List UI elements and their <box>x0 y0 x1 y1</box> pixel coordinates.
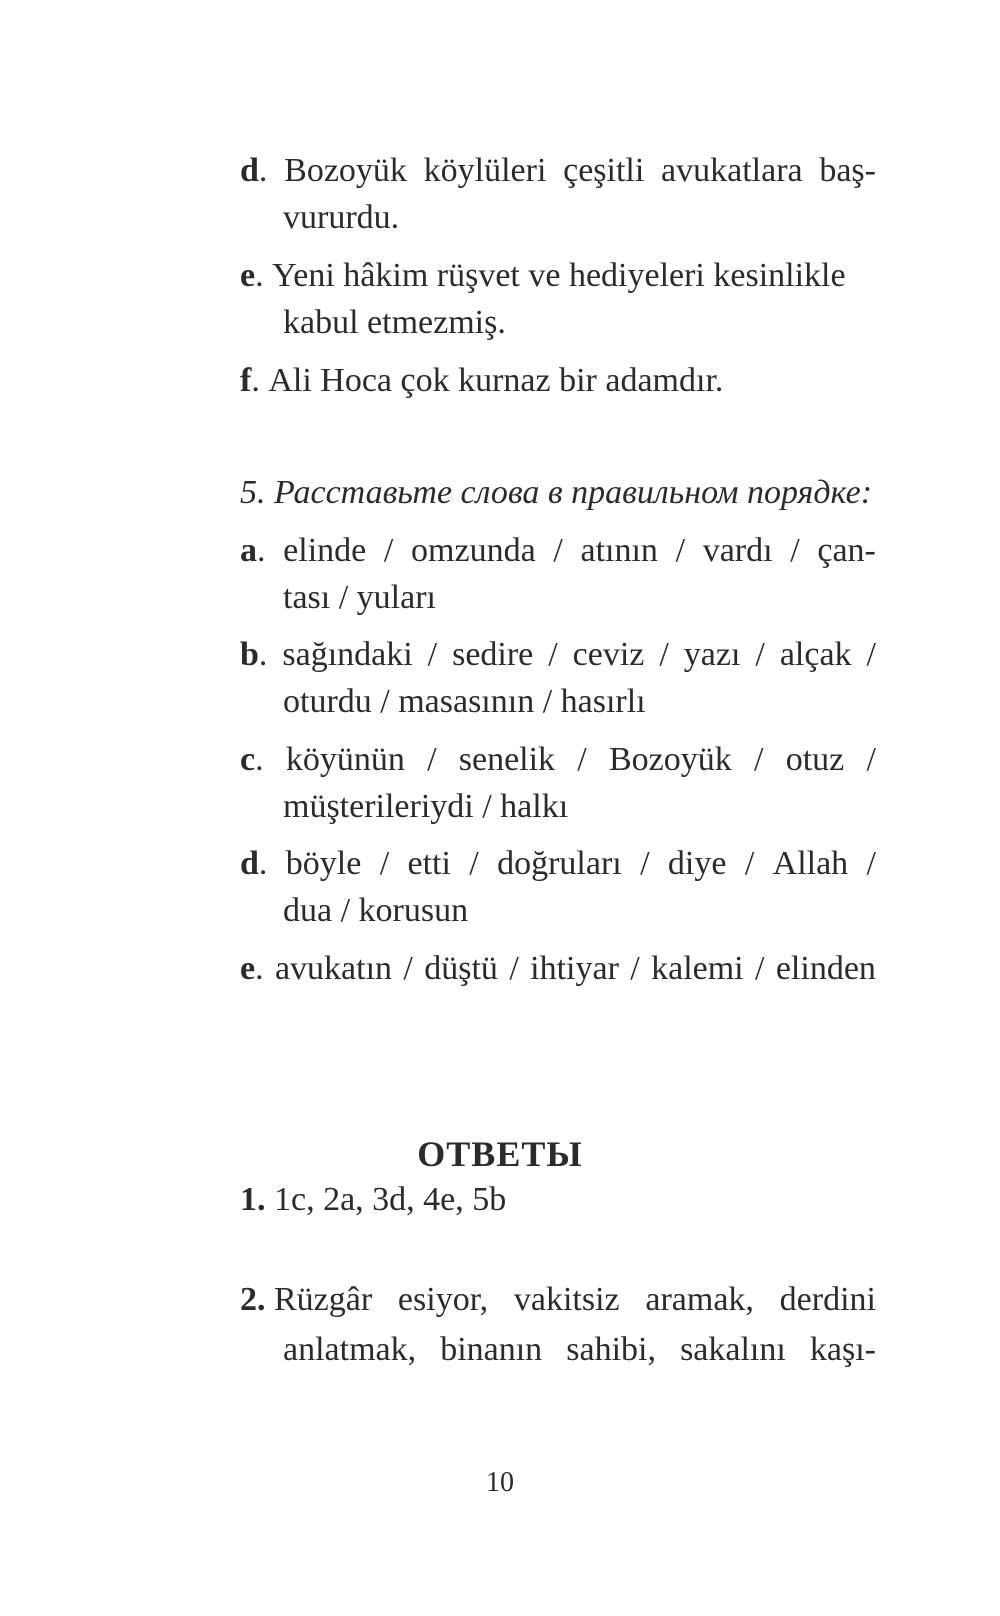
list-item-d: d. Bozoyük köylüleri çeşitli avukatlara baş- vururdu. <box>240 147 876 241</box>
item-label: e <box>240 257 256 294</box>
exercise-item-b: b. sağındaki / sedire / ceviz / yazı / alçak / oturdu / masasının / hasırlı <box>240 631 876 725</box>
list-item-e: e . Yeni hâkim rüşvet ve hediyeleri kesinlikle kabul etmezmiş. <box>240 252 876 346</box>
item-text: vururdu. <box>283 199 400 236</box>
item-label: f <box>240 362 252 399</box>
exercise-item-d: d. böyle / etti / doğruları / diye / Allah / dua / korusun <box>240 840 876 934</box>
item-word: köylüleri <box>423 152 547 189</box>
answer-number: 2. <box>240 1281 266 1318</box>
exercise-item-c: c. köyünün / senelik / Bozoyük / otuz / müşterileriydi / halkı <box>240 736 876 830</box>
item-label: e <box>240 950 256 987</box>
item-text: müşterileriydi / halkı <box>283 788 569 825</box>
answer-number: 1. <box>240 1181 266 1218</box>
answer-1 <box>240 1175 876 1225</box>
answers-title: ОТВЕТЫ <box>417 1134 583 1174</box>
item-text: oturdu / masasının / hasırlı <box>283 683 646 720</box>
item-text: tası / yuları <box>283 579 436 616</box>
exercise-item-a: a. elinde / omzunda / atının / vardı / çan- tası / yuları <box>240 527 876 621</box>
item-word: Bozoyük <box>284 152 407 189</box>
item-text: kabul etmezmiş. <box>283 304 506 341</box>
item-word: avukatlara <box>661 152 803 189</box>
answer-text: 1c, 2a, 3d, 4e, 5b <box>274 1181 507 1218</box>
page-number: 10 <box>486 1467 514 1498</box>
exercise-item-e: e. avukatın / düştü / ihtiyar / kalemi / elinden <box>240 950 876 987</box>
answer-2: 2. Rüzgâr esiyor, vakitsiz aramak, derdini anlatmak, binanın sahibi, sakalını kaşı- <box>240 1281 876 1368</box>
item-text: dua / korusun <box>283 892 469 929</box>
item-label: a <box>240 532 257 569</box>
item-label: b <box>240 636 259 673</box>
item-label: d <box>240 152 259 189</box>
item-word: baş- <box>819 152 876 189</box>
item-text: Yeni hâkim rüşvet ve hediyeleri kesinlikle <box>272 257 846 294</box>
item-label: c <box>240 741 256 778</box>
item-word: çeşitli <box>563 152 645 189</box>
list-item-f: f . Ali Hoca çok kurnaz bir adamdır. <box>240 357 876 404</box>
item-label: d <box>240 845 259 882</box>
item-text: Ali Hoca çok kurnaz bir adamdır. <box>268 362 724 399</box>
exercise-heading: 5. Расставьте слова в правильном порядке: <box>240 474 873 511</box>
